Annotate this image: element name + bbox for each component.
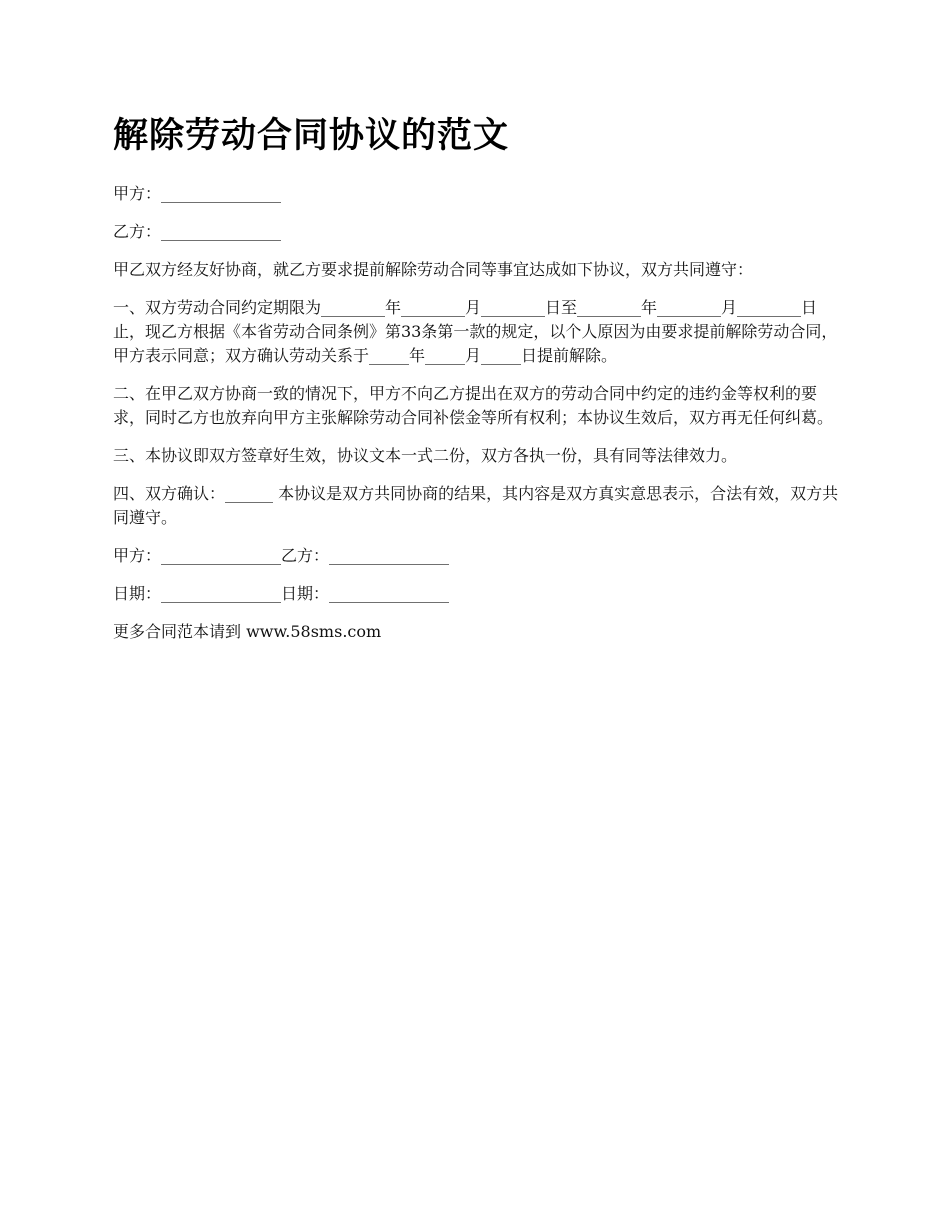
document-title: 解除劳动合同协议的范文 — [113, 116, 510, 156]
document-page — [113, 112, 843, 658]
footer-note: 更多合同范本请到 www.58sms.com — [113, 622, 382, 641]
date-line: 日期：_______________日期：_______________ — [113, 584, 450, 603]
clause-1: 一、双方劳动合同约定期限为________年________月________日至________年________月________日止，现乙方根据《本省劳动合同条例》第33条第一款的规定，以个人原因为由要求提前解除劳动合同，甲方表示同意；双方确认劳动关系于_____年_____月_____日提前解除。 — [113, 298, 838, 365]
clause-3: 三、本协议即双方签章好生效，协议文本一式二份，双方各执一份，具有同等法律效力。 — [113, 446, 738, 465]
clause-2: 二、在甲乙双方协商一致的情况下，甲方不向乙方提出在双方的劳动合同中约定的违约金等权利的要求，同时乙方也放弃向甲方主张解除劳动合同补偿金等所有权利；本协议生效后，双方再无任何纠葛。 — [113, 384, 834, 427]
signature-line: 甲方：_______________乙方：_______________ — [113, 546, 450, 565]
clause-4: 四、双方确认：______ 本协议是双方共同协商的结果，其内容是双方真实意思表示，合法有效，双方共同遵守。 — [113, 484, 839, 527]
party-a-line: 甲方：_______________ — [113, 184, 282, 203]
party-b-line: 乙方：_______________ — [113, 222, 282, 241]
intro-paragraph: 甲乙双方经友好协商，就乙方要求提前解除劳动合同等事宜达成如下协议，双方共同遵守： — [113, 260, 754, 279]
